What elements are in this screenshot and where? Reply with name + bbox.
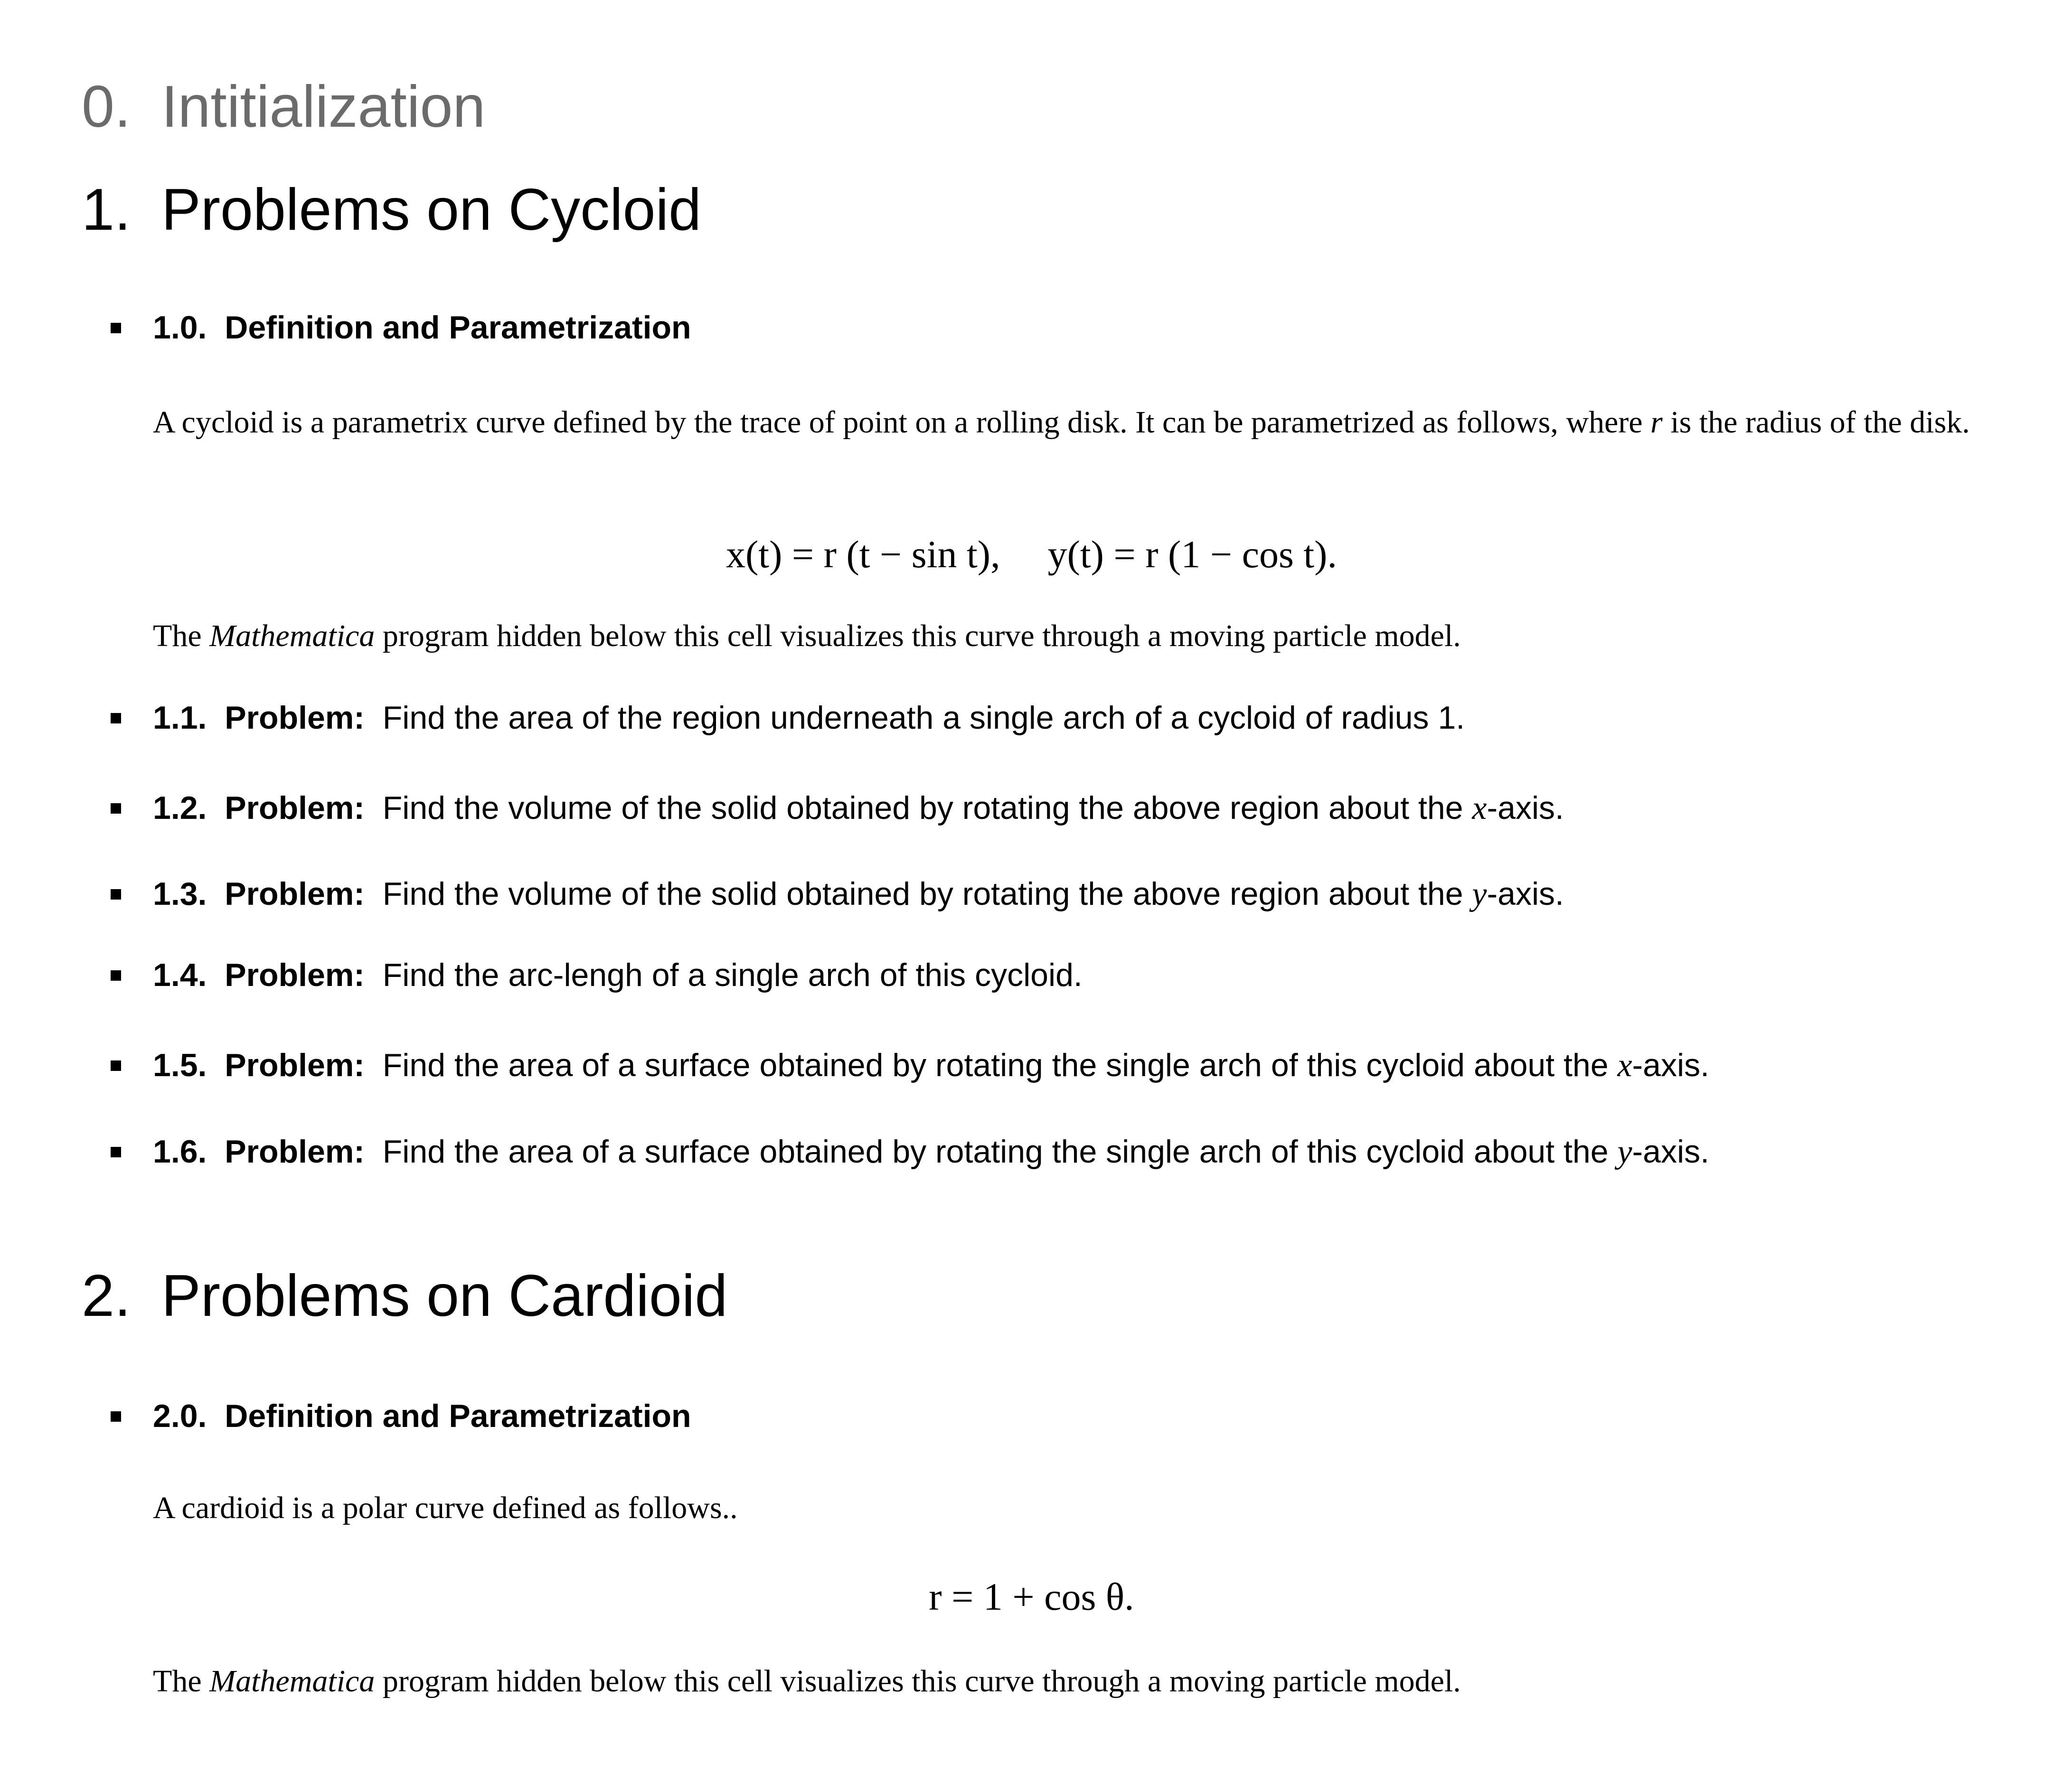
note-text: The — [153, 619, 210, 653]
bullet-square-icon — [111, 323, 121, 333]
axis-variable: x — [1617, 1047, 1632, 1084]
section-heading-cycloid[interactable] — [82, 177, 702, 243]
mathematica-name: Mathematica — [209, 1664, 375, 1698]
problem-number: 1.4. — [153, 957, 207, 993]
section-title-text: Problems on Cardioid — [161, 1263, 728, 1329]
problem-statement: Find the area of the region underneath a single arch of a cycloid of radius 1. — [382, 700, 1465, 736]
cardioid-definition-paragraph: A cardioid is a polar curve defined as follows.. — [153, 1491, 738, 1525]
axis-variable: y — [1617, 1134, 1632, 1170]
problem-number: 1.5. — [153, 1047, 207, 1083]
bullet-square-icon — [111, 889, 121, 900]
subsection-title-text: Definition and Parametrization — [225, 1398, 691, 1434]
problem-text — [153, 1135, 1709, 1169]
problem-1-4[interactable] — [0, 953, 2063, 996]
section-number: 1. — [82, 177, 131, 243]
problem-label: Problem: — [225, 700, 365, 736]
mathematica-name: Mathematica — [209, 619, 375, 653]
equation-y: y(t) = r (1 − cos t). — [1047, 533, 1337, 576]
problem-1-6[interactable] — [0, 1130, 2063, 1173]
note-text-end: program hidden below this cell visualizes this curve through a moving particle model. — [375, 1664, 1461, 1698]
subsection-number: 1.0. — [153, 310, 207, 346]
problem-number: 1.3. — [153, 876, 207, 912]
problem-statement: Find the arc-lengh of a single arch of this cycloid. — [382, 957, 1083, 993]
bullet-square-icon — [111, 1411, 121, 1422]
cycloid-definition-paragraph — [153, 398, 1981, 447]
problem-1-5[interactable] — [0, 1043, 2063, 1086]
section-title-text: Problems on Cycloid — [161, 177, 702, 243]
bullet-square-icon — [111, 1147, 121, 1157]
problem-text — [153, 878, 1564, 911]
subsection-title — [153, 1400, 691, 1432]
problem-text — [153, 702, 1465, 734]
problem-1-1[interactable] — [0, 696, 2063, 739]
axis-suffix: -axis. — [1632, 1047, 1709, 1083]
radius-variable: r — [1650, 405, 1663, 440]
section-title-text: Intitialization — [161, 74, 486, 140]
note-text-end: program hidden below this cell visualizes this curve through a moving particle model. — [375, 619, 1461, 653]
paragraph-text: A cycloid is a parametrix curve defined by the trace of point on a rolling disk. It can be parametrized as follows, where — [153, 405, 1651, 440]
cycloid-parametric-equation — [0, 535, 2063, 574]
problem-label: Problem: — [225, 957, 365, 993]
problem-statement: Find the area of a surface obtained by rotating the single arch of this cycloid about the — [382, 1134, 1618, 1170]
cardioid-mathematica-note — [153, 1657, 1981, 1706]
problem-text — [153, 959, 1083, 991]
cycloid-mathematica-note — [153, 611, 1981, 660]
section-number: 0. — [82, 74, 131, 140]
equation-x: x(t) = r (t − sin t), — [726, 533, 1000, 576]
axis-variable: y — [1472, 876, 1487, 912]
problem-label: Problem: — [225, 1047, 365, 1083]
problem-1-2[interactable] — [0, 786, 2063, 829]
subsection-cycloid-definition[interactable] — [0, 306, 2063, 348]
axis-suffix: -axis. — [1487, 876, 1564, 912]
problem-number: 1.1. — [153, 700, 207, 736]
bullet-square-icon — [111, 1060, 121, 1071]
problem-statement: Find the volume of the solid obtained by rotating the above region about the — [382, 876, 1472, 912]
section-heading-cardioid[interactable] — [82, 1263, 728, 1329]
problem-label: Problem: — [225, 1134, 365, 1170]
cardioid-polar-equation: r = 1 + cos θ. — [929, 1575, 1134, 1618]
axis-variable: x — [1472, 790, 1487, 826]
problem-label: Problem: — [225, 876, 365, 912]
section-number: 2. — [82, 1263, 131, 1329]
subsection-title — [153, 311, 691, 344]
problem-label: Problem: — [225, 790, 365, 826]
problem-1-3[interactable] — [0, 872, 2063, 915]
paragraph-text-end: is the radius of the disk. — [1662, 405, 1970, 440]
section-heading-initialization[interactable] — [82, 74, 486, 140]
axis-suffix: -axis. — [1487, 790, 1564, 826]
problem-statement: Find the area of a surface obtained by rotating the single arch of this cycloid about the — [382, 1047, 1618, 1083]
subsection-title-text: Definition and Parametrization — [225, 310, 691, 346]
bullet-square-icon — [111, 803, 121, 814]
subsection-number: 2.0. — [153, 1398, 207, 1434]
problem-number: 1.6. — [153, 1134, 207, 1170]
problem-text — [153, 792, 1564, 825]
problem-number: 1.2. — [153, 790, 207, 826]
problem-text — [153, 1049, 1709, 1082]
problem-statement: Find the volume of the solid obtained by rotating the above region about the — [382, 790, 1472, 826]
subsection-cardioid-definition[interactable] — [0, 1394, 2063, 1437]
bullet-square-icon — [111, 970, 121, 981]
note-text: The — [153, 1664, 210, 1698]
bullet-square-icon — [111, 713, 121, 723]
axis-suffix: -axis. — [1632, 1134, 1709, 1170]
